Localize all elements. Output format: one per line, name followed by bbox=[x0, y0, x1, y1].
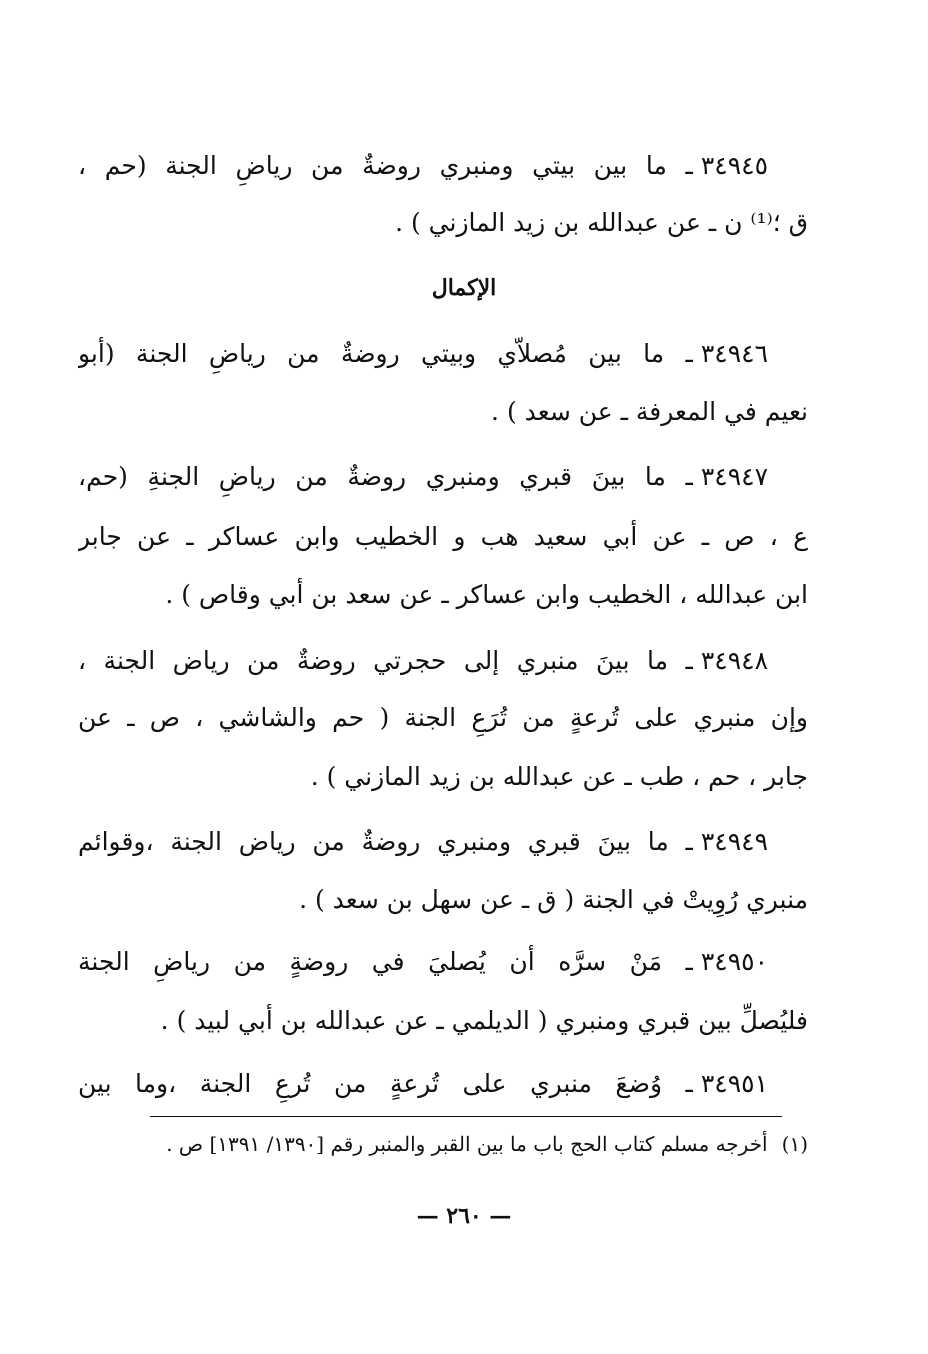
footnote-text: أخرجه مسلم كتاب الحج باب ما بين القبر والمنبر رقم [١٣٩٠/ ١٣٩١] ص . bbox=[166, 1132, 768, 1156]
entry-34948-line-3: جابر ، حم ، طب ـ عن عبدالله بن زيد المازني ) . bbox=[310, 762, 808, 791]
entry-34947-line-3: ابن عبدالله ، الخطيب وابن عساكر ـ عن سعد بن أبي وقاص ) . bbox=[165, 580, 808, 609]
entry-text: ـ ما بينَ قبري ومنبري روضةٌ من رياض الجنة ،وقوائم bbox=[78, 827, 693, 856]
entry-34947-line-2: ع ، ص ـ عن أبي سعيد هب و الخطيب وابن عساكر ـ عن جابر bbox=[78, 522, 808, 551]
entry-text: ـ وُضعَ منبري على تُرعةٍ من تُرعِ الجنة ،وما بين bbox=[78, 1069, 693, 1098]
entry-34948-line-2: وإن منبري على تُرعةٍ من تُرَعِ الجنة ( حم والشاشي ، ص ـ عن bbox=[78, 703, 808, 732]
entry-number: ٣٤٩٤٧ bbox=[700, 462, 768, 491]
footnote bbox=[78, 1124, 808, 1164]
entry-text: ـ ما بين بيتي ومنبري روضةٌ من رياضِ الجنة (حم ، bbox=[78, 151, 693, 180]
footnote-divider bbox=[150, 1116, 782, 1117]
entry-number: ٣٤٩٥٠ bbox=[700, 947, 768, 976]
entry-34950-line-1 bbox=[78, 942, 768, 982]
footnote-number: (١) bbox=[781, 1132, 808, 1156]
entry-number: ٣٤٩٥١ bbox=[700, 1069, 768, 1098]
entry-34951-line-1 bbox=[78, 1064, 768, 1104]
entry-34945-line-1 bbox=[78, 146, 768, 186]
entry-text: ـ ما بين مُصلاّي وبيتي روضةٌ من رياضِ الجنة (أبو bbox=[78, 339, 693, 368]
entry-number: ٣٤٩٤٦ bbox=[700, 339, 768, 368]
entry-number: ٣٤٩٤٨ bbox=[700, 646, 768, 675]
entry-34946-line-1 bbox=[78, 334, 768, 374]
entry-text: ـ ما بينَ منبري إلى حجرتي روضةٌ من رياض الجنة ، bbox=[78, 646, 693, 675]
entry-34949-line-1 bbox=[78, 822, 768, 862]
entry-text: ـ مَنْ سرَّه أن يُصليَ في روضةٍ من رياضِ الجنة bbox=[78, 947, 693, 976]
page-number: — ٢٦٠ — bbox=[416, 1203, 512, 1229]
entry-34949-line-2: منبري رُوِيتْ في الجنة ( ق ـ عن سهل بن سعد ) . bbox=[299, 885, 808, 914]
entry-number: ٣٤٩٤٩ bbox=[700, 827, 768, 856]
entry-34950-line-2: فليُصلِّ بين قبري ومنبري ( الديلمي ـ عن عبدالله بن أبي لبيد ) . bbox=[160, 1006, 808, 1035]
entry-34946-line-2: نعيم في المعرفة ـ عن سعد ) . bbox=[491, 397, 808, 426]
entry-34945-line-2: ق ؛⁽¹⁾ ن ـ عن عبدالله بن زيد المازني ) . bbox=[395, 208, 808, 237]
section-heading: الإكمال bbox=[431, 275, 497, 301]
entry-text: ـ ما بينَ قبري ومنبري روضةٌ من رياضِ الجنةِ (حم، bbox=[78, 462, 693, 491]
entry-34947-line-1 bbox=[78, 457, 768, 497]
entry-34948-line-1 bbox=[78, 641, 768, 681]
entry-number: ٣٤٩٤٥ bbox=[700, 151, 768, 180]
